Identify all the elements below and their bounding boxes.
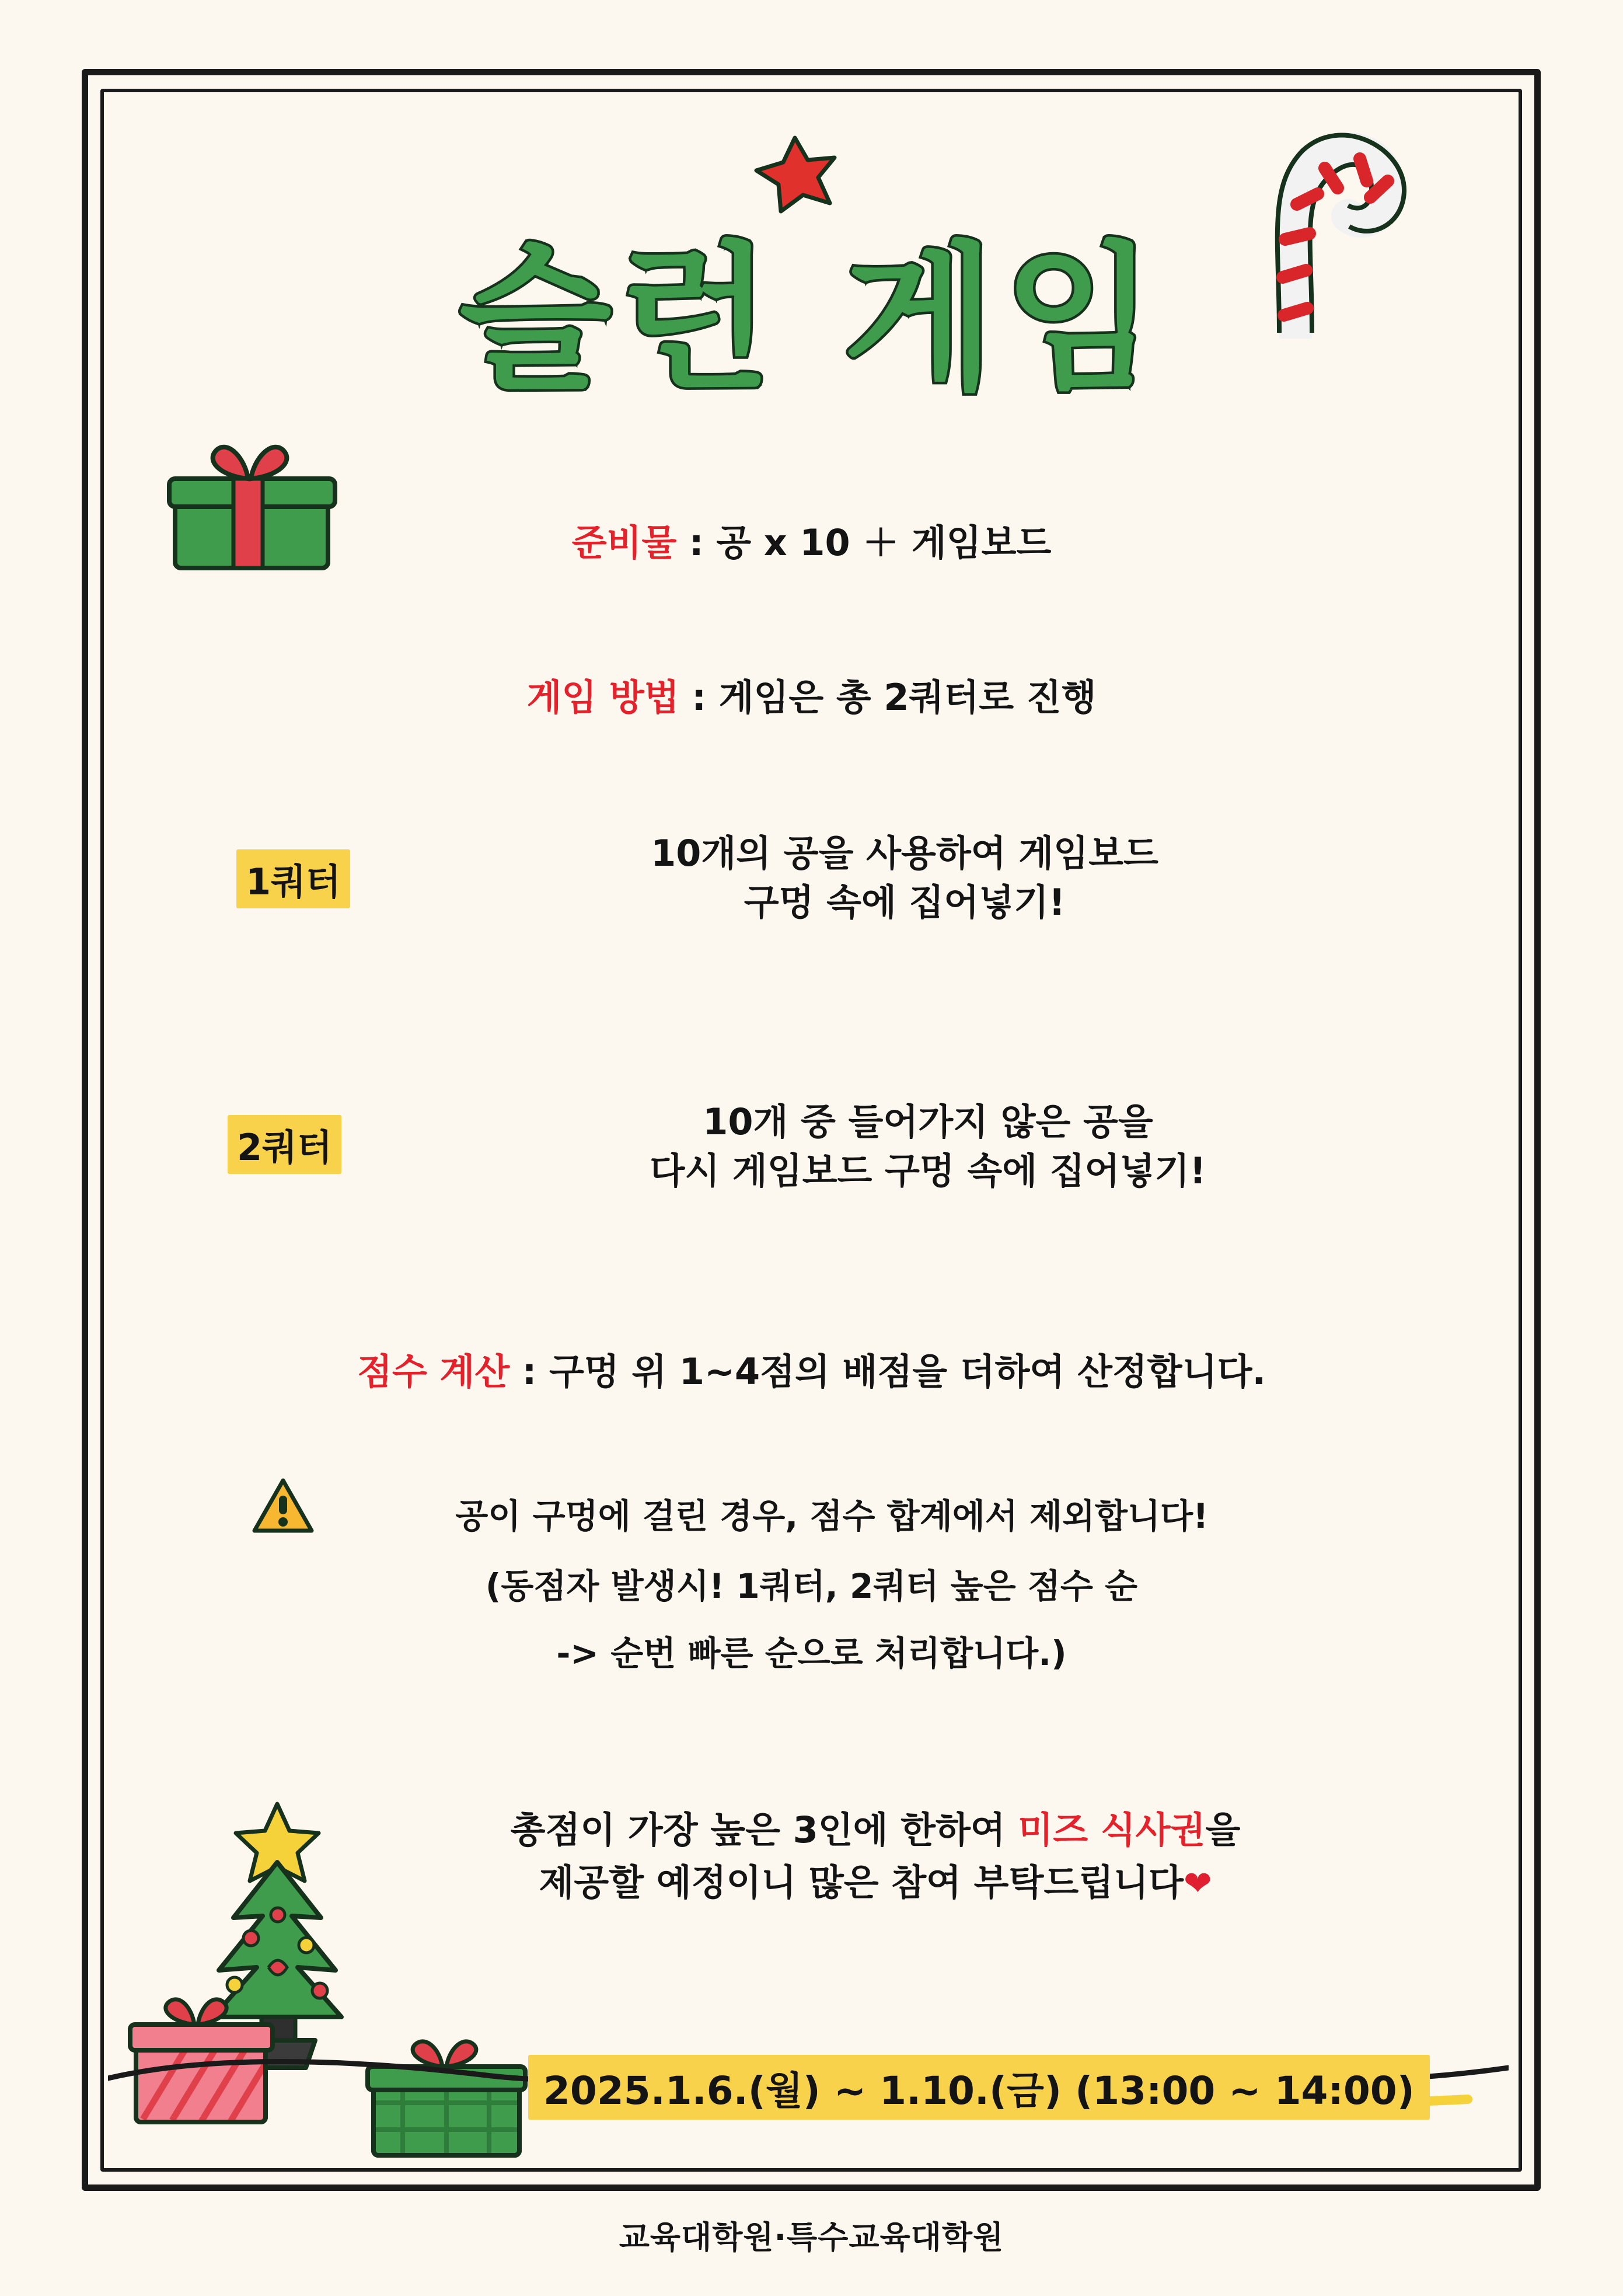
quarter-1-line-1: 10개의 공을 사용하여 게임보드 xyxy=(651,832,1158,874)
quarter-1-line-2: 구멍 속에 집어넣기! xyxy=(744,880,1066,924)
event-date-banner: 2025.1.6.(월) ~ 1.10.(금) (13:00 ~ 14:00) xyxy=(528,2055,1430,2120)
notice-line-1: 공이 구멍에 걸린 경우, 점수 합계에서 제외합니다! xyxy=(455,1496,1209,1536)
closing-line-1-post: 을 xyxy=(1205,1809,1241,1851)
method-label: 게임 방법 xyxy=(526,676,679,719)
score-line xyxy=(0,1343,1623,1395)
score-text: : 구멍 위 1~4점의 배점을 더하여 산정합니다. xyxy=(509,1350,1266,1393)
quarter-2-badge: 2쿼터 xyxy=(228,1115,341,1174)
closing-line-2-text: 제공할 예정이니 많은 참여 부탁드립니다 xyxy=(539,1861,1184,1904)
quarter-1-text xyxy=(409,829,1401,926)
prep-line xyxy=(0,514,1623,566)
closing-line-2 xyxy=(327,1856,1424,1909)
quarter-2-line-2: 다시 게임보드 구멍 속에 집어넣기! xyxy=(650,1149,1206,1192)
closing-line-1-pre: 총점이 가장 높은 3인에 한하여 xyxy=(510,1809,1018,1851)
score-label: 점수 계산 xyxy=(357,1350,510,1393)
closing-block xyxy=(327,1804,1424,1909)
quarter-2-line-1: 10개 중 들어가지 않은 공을 xyxy=(703,1100,1153,1143)
closing-line-1 xyxy=(327,1804,1424,1856)
method-line xyxy=(0,668,1623,720)
prep-text: : 공 x 10 ＋ 게임보드 xyxy=(676,521,1052,564)
notice-line-3: -> 순번 빠른 순으로 처리합니다.) xyxy=(556,1633,1067,1673)
heart-icon: ❤ xyxy=(1183,1863,1212,1903)
quarter-1-badge: 1쿼터 xyxy=(236,849,350,908)
footer-organization: 교육대학원·특수교육대학원 xyxy=(619,2219,1004,2256)
notice-line-2: (동점자 발생시! 1쿼터, 2쿼터 높은 점수 순 xyxy=(485,1566,1138,1606)
quarter-2-text xyxy=(409,1098,1447,1195)
method-text: : 게임은 총 2쿼터로 진행 xyxy=(679,676,1097,719)
poster-title: 슬런 게임 xyxy=(459,227,1164,411)
closing-highlight: 미즈 식사권 xyxy=(1018,1809,1206,1851)
prep-label: 준비물 xyxy=(571,521,677,564)
